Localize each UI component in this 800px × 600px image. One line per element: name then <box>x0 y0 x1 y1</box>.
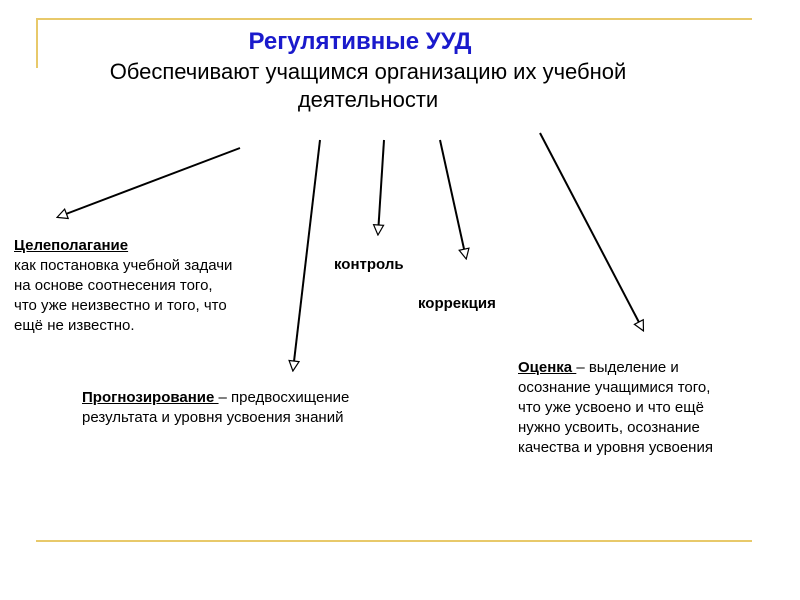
goal-setting-line-1: как постановка учебной задачи <box>14 257 233 274</box>
goal-setting-line-3: что уже неизвестно и того, что <box>14 297 227 314</box>
forecasting-term: Прогнозирование <box>82 389 219 406</box>
arrow-to-correction <box>440 140 466 258</box>
arrow-to-assessment <box>540 133 643 330</box>
assessment-term: Оценка <box>518 359 577 376</box>
assessment-definition-start: – выделение и <box>576 359 679 376</box>
control-label: контроль <box>334 256 404 273</box>
forecasting-block <box>82 388 452 428</box>
assessment-line-2: осознание учащимися того, <box>518 379 711 396</box>
forecasting-line-1 <box>82 388 452 408</box>
goal-setting-line-2: на основе соотнесения того, <box>14 277 213 294</box>
assessment-line-5: качества и уровня усвоения <box>518 439 713 456</box>
goal-setting-block <box>14 236 314 336</box>
goal-setting-term: Целеполагание <box>14 237 129 254</box>
assessment-block <box>518 358 788 458</box>
goal-setting-line-4: ещё не известно. <box>14 317 135 334</box>
forecasting-definition-start: – предвосхищение <box>218 389 350 406</box>
arrow-to-goal-setting <box>58 148 240 217</box>
assessment-line-3: что уже усвоено и что ещё <box>518 399 704 416</box>
assessment-line-4: нужно усвоить, осознание <box>518 419 700 436</box>
slide-subtitle: Обеспечивают учащимся организацию их учебной деятельности <box>109 59 627 112</box>
arrow-to-control <box>378 140 384 234</box>
slide-title: Регулятивные УУД <box>248 28 472 55</box>
correction-label: коррекция <box>418 295 496 312</box>
forecasting-line-2: результата и уровня усвоения знаний <box>82 409 344 426</box>
assessment-line-1 <box>518 358 788 378</box>
